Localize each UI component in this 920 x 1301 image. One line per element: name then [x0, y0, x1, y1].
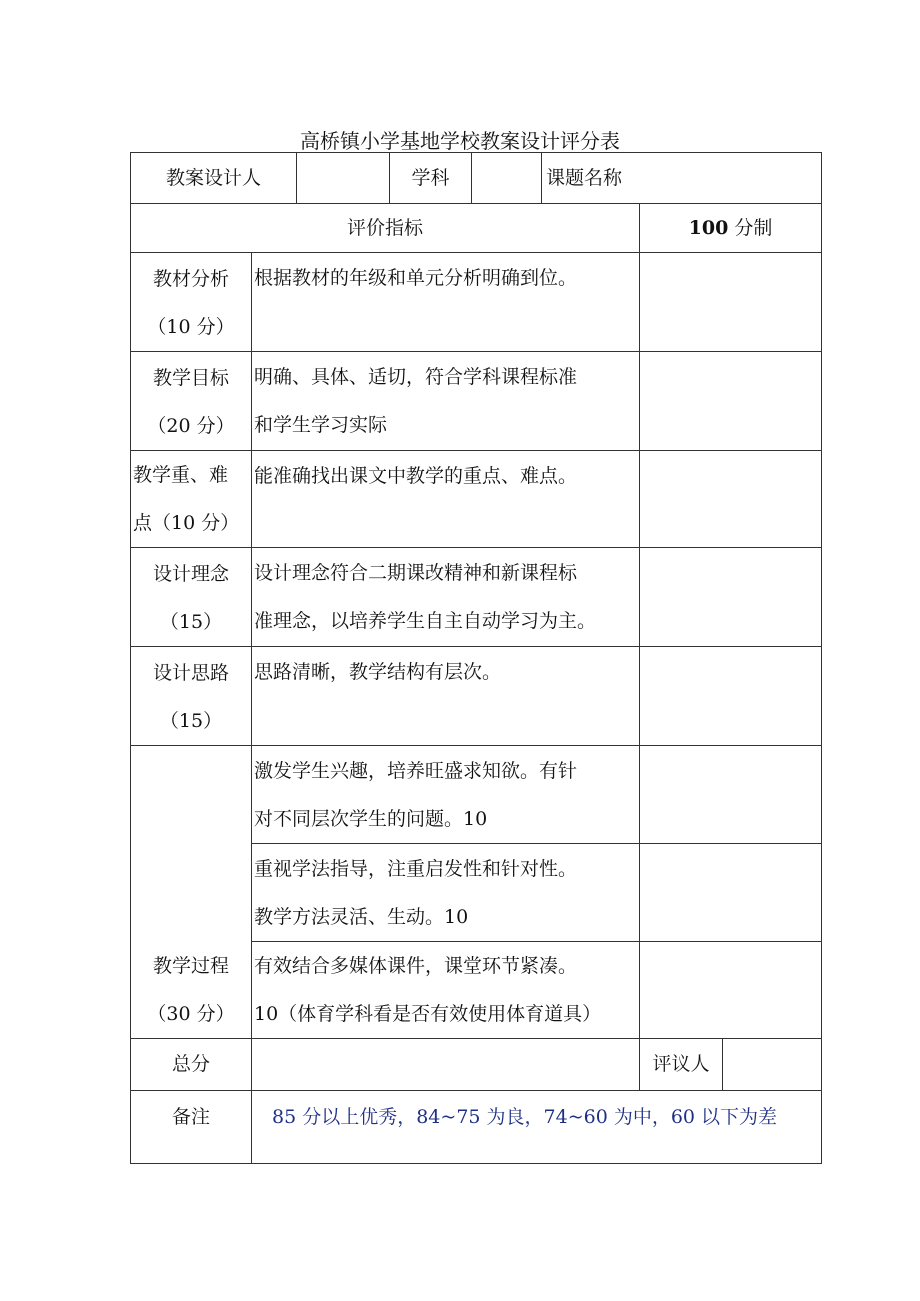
total-row	[131, 1039, 822, 1091]
remark-label: 备注	[131, 1091, 252, 1164]
criterion-description: 根据教材的年级和单元分析明确到位。	[252, 253, 640, 352]
topic-label[interactable]: 课题名称	[542, 153, 822, 204]
criterion-name: 设计思路 （15）	[131, 647, 252, 746]
score-cell[interactable]	[640, 942, 822, 1039]
reviewer-field[interactable]	[723, 1039, 822, 1091]
remark-row	[131, 1091, 822, 1164]
criterion-name: 教学目标 （20 分）	[131, 352, 252, 451]
page-title: 高桥镇小学基地学校教案设计评分表	[300, 129, 620, 153]
scale-unit: 分制	[734, 217, 773, 239]
remark-text: 85 分以上优秀，84~75 为良，74~60 为中，60 以下为差	[252, 1091, 822, 1164]
subject-label: 学科	[390, 153, 472, 204]
criterion-description: 设计理念符合二期课改精神和新课程标 准理念，以培养学生自主自动学习为主。	[252, 548, 640, 647]
table-row	[131, 352, 822, 451]
scale-number: 100	[688, 217, 729, 239]
criterion-name: 设计理念 （15）	[131, 548, 252, 647]
score-cell[interactable]	[640, 844, 822, 942]
criterion-name: 教材分析 （10 分）	[131, 253, 252, 352]
criterion-name: 教学过程 （30 分）	[131, 746, 252, 1039]
table-row	[131, 451, 822, 548]
table-row	[131, 746, 822, 844]
subject-field[interactable]	[472, 153, 542, 204]
criterion-description: 思路清晰，教学结构有层次。	[252, 647, 640, 746]
score-cell[interactable]	[640, 647, 822, 746]
score-cell[interactable]	[640, 253, 822, 352]
criterion-description: 重视学法指导，注重启发性和针对性。 教学方法灵活、生动。10	[252, 844, 640, 942]
designer-field[interactable]	[297, 153, 390, 204]
table-row	[131, 647, 822, 746]
total-label: 总分	[131, 1039, 252, 1091]
score-cell[interactable]	[640, 548, 822, 647]
scale-label	[640, 204, 822, 253]
criterion-name: 教学重、难 点（10 分）	[131, 451, 252, 548]
score-cell[interactable]	[640, 451, 822, 548]
designer-label: 教案设计人	[131, 153, 297, 204]
score-cell[interactable]	[640, 352, 822, 451]
scoring-table	[130, 152, 822, 1164]
indicators-row	[131, 204, 822, 253]
criterion-description: 明确、具体、适切，符合学科课程标准 和学生学习实际	[252, 352, 640, 451]
table-row	[131, 253, 822, 352]
criterion-description: 有效结合多媒体课件，课堂环节紧凑。 10（体育学科看是否有效使用体育道具）	[252, 942, 640, 1039]
indicators-label: 评价指标	[131, 204, 640, 253]
criterion-description: 能准确找出课文中教学的重点、难点。	[252, 451, 640, 548]
score-cell[interactable]	[640, 746, 822, 844]
criterion-description: 激发学生兴趣，培养旺盛求知欲。有针 对不同层次学生的问题。10	[252, 746, 640, 844]
header-row	[131, 153, 822, 204]
reviewer-label: 评议人	[640, 1039, 723, 1091]
table-row	[131, 548, 822, 647]
total-field[interactable]	[252, 1039, 640, 1091]
